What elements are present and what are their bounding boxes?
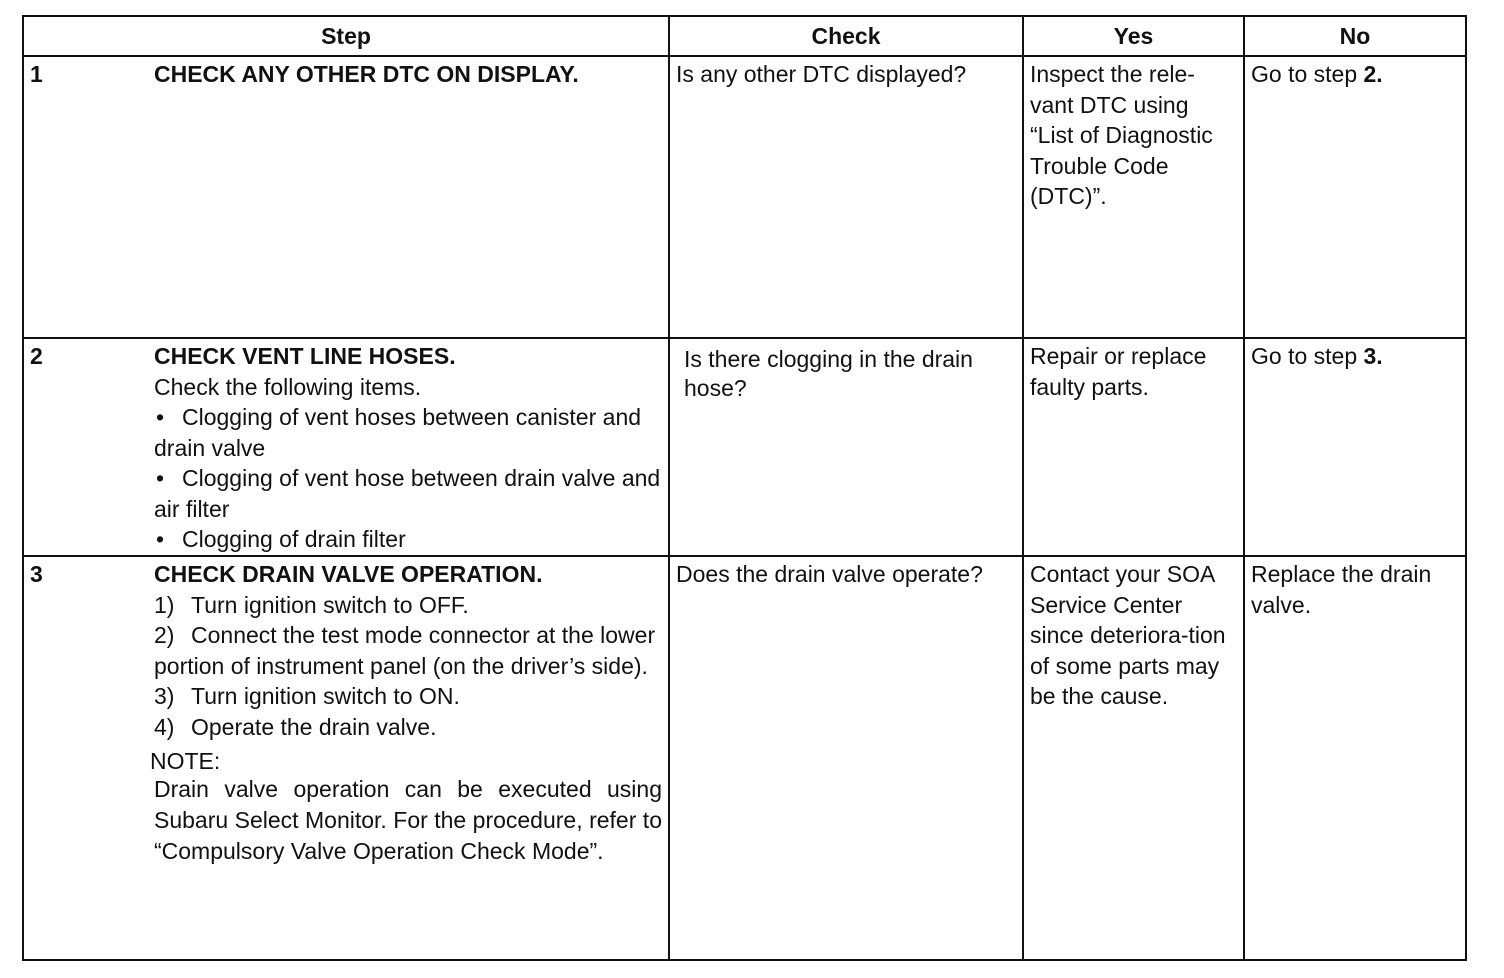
step-title: CHECK ANY OTHER DTC ON DISPLAY. (154, 61, 579, 87)
yes-cell (1023, 338, 1244, 556)
check-question: Is any other DTC displayed? (676, 61, 967, 87)
no-step-ref: 3. (1363, 343, 1383, 369)
no-cell (1244, 556, 1466, 960)
no-action: Replace the drain valve. (1251, 561, 1432, 618)
header-yes: Yes (1023, 16, 1244, 56)
procedure-step: 1) Turn ignition switch to OFF. (154, 591, 469, 618)
yes-action: Contact your SOA Service Center since deteriora-tion of some parts may be the cause. (1030, 561, 1226, 709)
no-action (1245, 339, 1465, 372)
step-number: 2 (30, 343, 43, 369)
yes-cell (1023, 556, 1244, 960)
bullet-icon: • (156, 465, 165, 491)
check-question: Does the drain valve operate? (676, 561, 983, 587)
no-action (1245, 57, 1465, 90)
step-cell (23, 556, 669, 960)
no-cell (1244, 338, 1466, 556)
step-number: 1 (30, 61, 43, 87)
table-row (23, 56, 1466, 338)
list-item: • Clogging of vent hose between drain valve and air filter (154, 465, 661, 522)
yes-action: Inspect the rele-vant DTC using “List of Diagnostic Trouble Code (DTC)”. (1030, 61, 1213, 209)
no-step-ref: 2. (1363, 61, 1383, 87)
note-label: NOTE: (150, 748, 221, 774)
check-question: Is there clogging in the drain hose? (684, 346, 973, 401)
no-cell (1244, 56, 1466, 338)
header-no: No (1244, 16, 1466, 56)
check-cell (669, 56, 1023, 338)
no-prefix: Go to step (1251, 61, 1364, 87)
header-check: Check (669, 16, 1023, 56)
procedure-step: 2) Connect the test mode connector at the lower portion of instrument panel (on the driver’s side). (154, 622, 656, 679)
step-number: 3 (30, 561, 43, 587)
bullet-icon: • (156, 526, 165, 552)
no-prefix: Go to step (1251, 343, 1364, 369)
procedure-step: 3) Turn ignition switch to ON. (154, 683, 460, 709)
table-row (23, 556, 1466, 960)
table-row (23, 338, 1466, 556)
header-row (23, 16, 1466, 56)
check-cell (669, 338, 1023, 556)
list-item: • Clogging of drain filter (154, 524, 662, 555)
step-title: CHECK DRAIN VALVE OPERATION. (154, 561, 543, 587)
header-step: Step (23, 16, 669, 56)
diagnostic-table (22, 15, 1467, 961)
step-title: CHECK VENT LINE HOSES. (154, 343, 456, 369)
bullet-icon: • (156, 404, 165, 430)
check-cell (669, 556, 1023, 960)
step-intro: Check the following items. (154, 373, 422, 400)
procedure-step: 4) Operate the drain valve. (154, 713, 437, 740)
note-text: Drain valve operation can be executed using Subaru Select Monitor. For the procedure, refer to “Compulsory Valve Operation Check Mode”. (154, 776, 662, 864)
yes-cell (1023, 56, 1244, 338)
step-cell (23, 56, 669, 338)
list-item: • Clogging of vent hoses between canister and drain valve (154, 404, 642, 461)
yes-action: Repair or replace faulty parts. (1030, 343, 1207, 400)
step-cell (23, 338, 669, 556)
